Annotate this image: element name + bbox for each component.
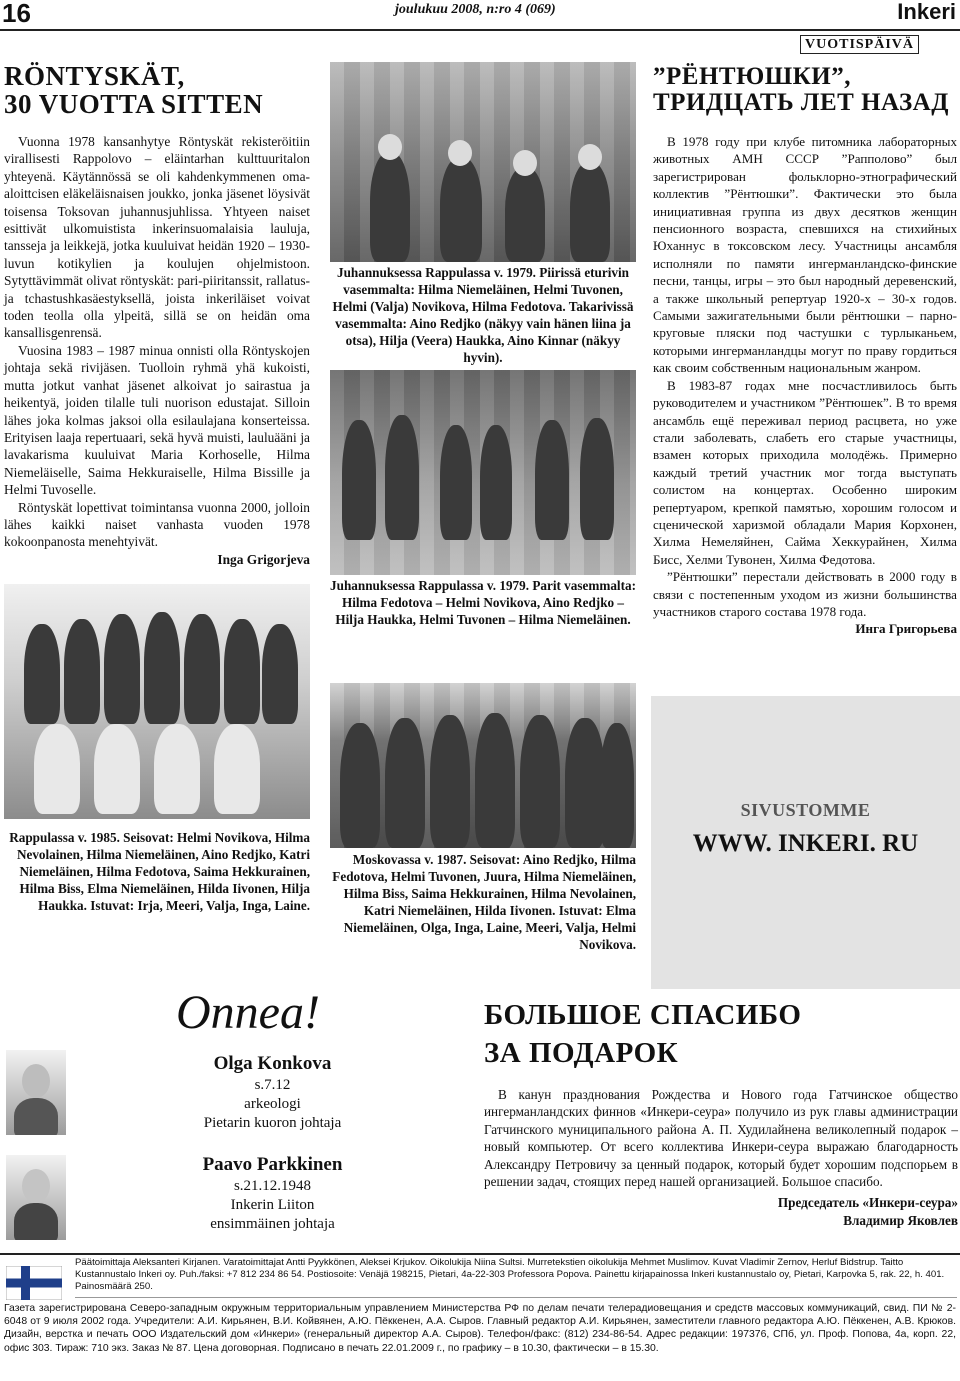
thanks-signature-1: Председатель «Инкери-сеура» <box>777 1195 958 1211</box>
thanks-title <box>484 996 801 1072</box>
page-number: 16 <box>2 0 31 28</box>
finnish-flag-icon <box>6 1266 62 1300</box>
person1-role2: Pietarin kuoron johtaja <box>203 1115 342 1131</box>
header-rule <box>0 29 960 31</box>
olga-konkova-portrait <box>6 1050 66 1135</box>
section-tag: VUOTISPÄIVÄ <box>800 35 919 54</box>
imprint-divider <box>75 1297 957 1298</box>
person2-role2: ensimmäinen johtaja <box>210 1216 335 1232</box>
russian-title-line-2: ТРИДЦАТЬ ЛЕТ НАЗАД <box>653 89 949 117</box>
finnish-paragraph: Röntyskät lopettivat toimintansa vuonna 2000, jolloin lähes kaikki naiset vanhasta vuoden 1978 kokoonpanosta menehtyivät. <box>4 499 310 550</box>
paavo-parkkinen-portrait <box>6 1155 66 1240</box>
person2-role1: Inkerin Liiton <box>230 1197 315 1213</box>
congrats-person-1 <box>185 1052 360 1133</box>
finnish-paragraph: Vuonna 1978 kansanhytye Röntyskät rekisteröitiin virallisesti Rappolovo – eläintarhan kulttuuritalon yhteyenä. Käytännössä se oli kahdenkymmenen oma-aloittcisen eläkeläisnaisen joukko, jonka jäsenet löysivät toisensa Toksovan juhannusjuhlissa. Yhtyeen naiset esittivät ulkomuistista inkerinsuomalaisia lauluja, tansseja ja leikkejä, jotka kuuluivat heidän 1920 – 1930-luvun kotikylien ja koulujen ohjelmistoon. Sytyttävimmät olivat röntyskät: pari-piiritanssit, rallatus- ja tchastushkasäestyksellä, joista inkeriläiset voivat toden teolla olla ylpeitä, sillä se on heidän oma kansallisgenrensä. <box>4 134 310 341</box>
russian-paragraph: ”Рёнтюшки” перестали действовать в 2000 году в связи с постепенным уходом из жизни большинства участников старого состава 1978 года. <box>653 569 957 619</box>
finnish-article-body <box>4 133 310 568</box>
photo-group-moscow-1987 <box>330 683 636 848</box>
russian-paragraph: В 1978 году при клубе питомника лабораторных животных АМН СССР ”Рапполово” был зарегистрирован фольклорно-этнографический коллектив ”Рёнтюшки”. Фактически это была инициативная группа из двух десятков женщин пенсионного возраста, спевшихся на стихийных Юханнус в токсовском лесу. Участницы ансамбля исполняли по памяти ингерманландско-финские песни, танцы, игры – это был народный деревенский, а также школьный репертуар 1920-х – 30-х годов. Самыми зажигательными были рёнтюшки – парно-круговые пляски под частушки с турлыканьем, которыми ингерманландцы могут по праву гордиться как своим собственным национальным жанром. <box>653 134 957 376</box>
website-label: SIVUSTOMME <box>740 800 871 820</box>
thanks-title-line-1: БОЛЬШОЕ СПАСИБО <box>484 999 802 1031</box>
person2-name: Paavo Parkkinen <box>202 1154 343 1175</box>
thanks-signature-2: Владимир Яковлев <box>843 1212 958 1228</box>
website-url[interactable]: WWW. INKERI. RU <box>692 830 919 857</box>
finnish-title-line-2: 30 VUOTTA SITTEN <box>4 89 264 120</box>
photo2-caption: Juhannuksessa Rappulassa v. 1979. Parit vasemmalta: Hilma Fedotova – Helmi Novikova, Aino Redjko – Hilja Haukka, Helmi Tuvonen – Hilma Niemeläinen. <box>330 578 636 627</box>
photo3-caption: Rappulassa v. 1985. Seisovat: Helmi Novikova, Hilma Nevolainen, Hilma Niemeläinen, Aino Redjko, Katri Niemeläinen, Hilma Fedotova, Saima Hekkurainen, Hilma Biss, Elma Niemeläinen, Hilda Iivonen, Hilja Haukka. Istuvat: Irja, Meeri, Valja, Inga, Laine. <box>9 830 310 913</box>
issue-date: joulukuu 2008, n:ro 4 (069) <box>395 2 556 17</box>
russian-title-line-1: ”РЁНТЮШКИ”, <box>653 63 851 90</box>
person1-date: s.7.12 <box>254 1077 291 1093</box>
russian-article-title <box>653 64 949 117</box>
russian-paragraph: В 1983-87 годах мне посчастливилось быть руководителем и участником ”Рёнтюшек”. В то время ансамбль ещё переживал период расцвета, но уже стали заболевать, слабеть его старые участницы, взамен которых приходила молодёжь. Примерно каждый третий участник мог тогда выступать солистом на концертах. Особенно широким репертуаром, крепкой памятью, хорошим голосом и сценической харизмой обладали Мария Корхонен, Хилма Немеляйнен, Сайма Хеккурайнен, Хилма Бисс, Хелми Тувонен, Хилма Федотова. <box>653 377 957 567</box>
paper-name: Inkeri <box>897 0 956 24</box>
thanks-title-line-2: ЗА ПОДАРОК <box>484 1037 679 1069</box>
finnish-paragraph: Vuosina 1983 – 1987 minua onnisti olla Röntyskojen johtaja sekä rivijäsen. Tuolloin ryhmä yhä kukoisti, mutta jotkut vanhat jäsenet alkoivat jo sairastua ja heikentyä, joiden tilalle tuli nuorison edustajat. Silloin lähes joka kolmas jaksoi olla esilaulajana konserteissa. Erityisen laaja repertuaari, sekä hyvä muisti, lauluääni ja lavakarisma kuuluivat Maria Korhoselle, Hilma Niemeläiselle, Saima Hekkuraiselle, Hilma Bissille ja Helmi Tuvoselle. <box>4 342 310 498</box>
person1-role1: arkeologi <box>244 1096 301 1112</box>
photo-pair-dance-1979 <box>330 370 636 575</box>
finnish-title-line-1: RÖNTYSKÄT, <box>4 61 185 91</box>
congrats-person-2 <box>185 1153 360 1234</box>
russian-author: Инга Григорьева <box>855 621 957 637</box>
website-box <box>651 696 960 989</box>
thanks-paragraph: В канун празднования Рождества и Нового года Гатчинское общество ингерманландских финнов «Инкери-сеура» получило из рук главы администрации Гатчинского муниципального района А. П. Худилайнена великолепный подарок – новый компьютер. От всего коллектива Инкери-сеура выражаю благодарность Александру Петровичу за ценный подарок, который будет хорошим подспорьем в решении задач, стоящих перед нашей организацией. Большое спасибо. <box>484 1087 958 1190</box>
photo4-caption: Moskovassa v. 1987. Seisovat: Aino Redjko, Hilma Fedotova, Helmi Tuvonen, Juura, Hilma Niemeläinen, Hilma Biss, Saima Hekkurainen, Hilma Nevolainen, Katri Niemeläinen, Hilda Iivonen. Istuvat: Elma Niemeläinen, Olga, Inga, Laine, Meeri, Valja, Helmi Novikova. <box>332 852 636 952</box>
photo-group-rappula-1985 <box>4 584 310 819</box>
finnish-imprint: Päätoimittaja Aleksanteri Kirjanen. Varatoimittajat Antti Pyykkönen, Aleksei Krjukov. Oikolukija Niina Sultsi. Murretekstien oikolukija Mehmet Muslimov. Kuvat Vladimir Zernov, Herluf Bidstrup. Taitto Kustannustalo Inkeri oy. Puh./faksi: +7 812 234 86 54. Postiosoite: Venäjä 198215, Pietari, 4a-22-303 Professora Popova. Painettu kirjapainossa Inkeri kustannustalo oy, Pietari, Karpovka 5, rak. 22, h. 401. Painosmäärä 250. <box>75 1257 945 1292</box>
footer-rule <box>0 1253 960 1255</box>
person1-name: Olga Konkova <box>213 1053 332 1074</box>
photo-dance-circle-1979 <box>330 62 636 262</box>
russian-article-body <box>653 133 957 638</box>
russian-imprint: Газета зарегистрирована Северо-западным окружным территориальным управлением Министерства РФ по делам печати телерадиовещания и средств массовых коммуникаций, свид. ПИ № 2-6048 от 9 июля 2002 года. Учредители: А.И. Кирьянен, В.И. Койвянен, А.Ю. Пёккенен, А.А. Сыров. Главный редактор А.И. Кирьянен, заместители главного редактора А.Ю. Пёккенен, А.В. Крюков. Дизайн, верстка и печать ООО Издательский дом «Инкери» (генеральный директор А.А. Сыров). Телефон/факс: (812) 234-86-54. Адрес редакции: 197376, СПб, ул. Проф. Попова, 4а, корп. 22, офис 303. Тираж: 710 экз. Заказ № 87. Цена договорная. Подписано в печать 22.01.2009 г., по графику – в 10.30, фактически – в 15.30. <box>4 1303 956 1354</box>
congrats-title: Onnea! <box>176 986 320 1039</box>
finnish-author: Inga Grigorjeva <box>217 551 310 567</box>
person2-date: s.21.12.1948 <box>233 1178 312 1194</box>
thanks-body <box>484 1086 958 1229</box>
photo1-caption: Juhannuksessa Rappulassa v. 1979. Piirissä eturivin vasemmalta: Hilma Niemeläinen, Helmi Tuvonen, Helmi (Valja) Novikova, Hilma Fedotova. Takarivissä vasemmalta: Aino Redjko (näkyy vain hänen liina ja otsa), Hilja (Veera) Haukka, Aino Kinnar (näkyy hyvin). <box>332 265 634 365</box>
finnish-article-title <box>4 62 263 119</box>
